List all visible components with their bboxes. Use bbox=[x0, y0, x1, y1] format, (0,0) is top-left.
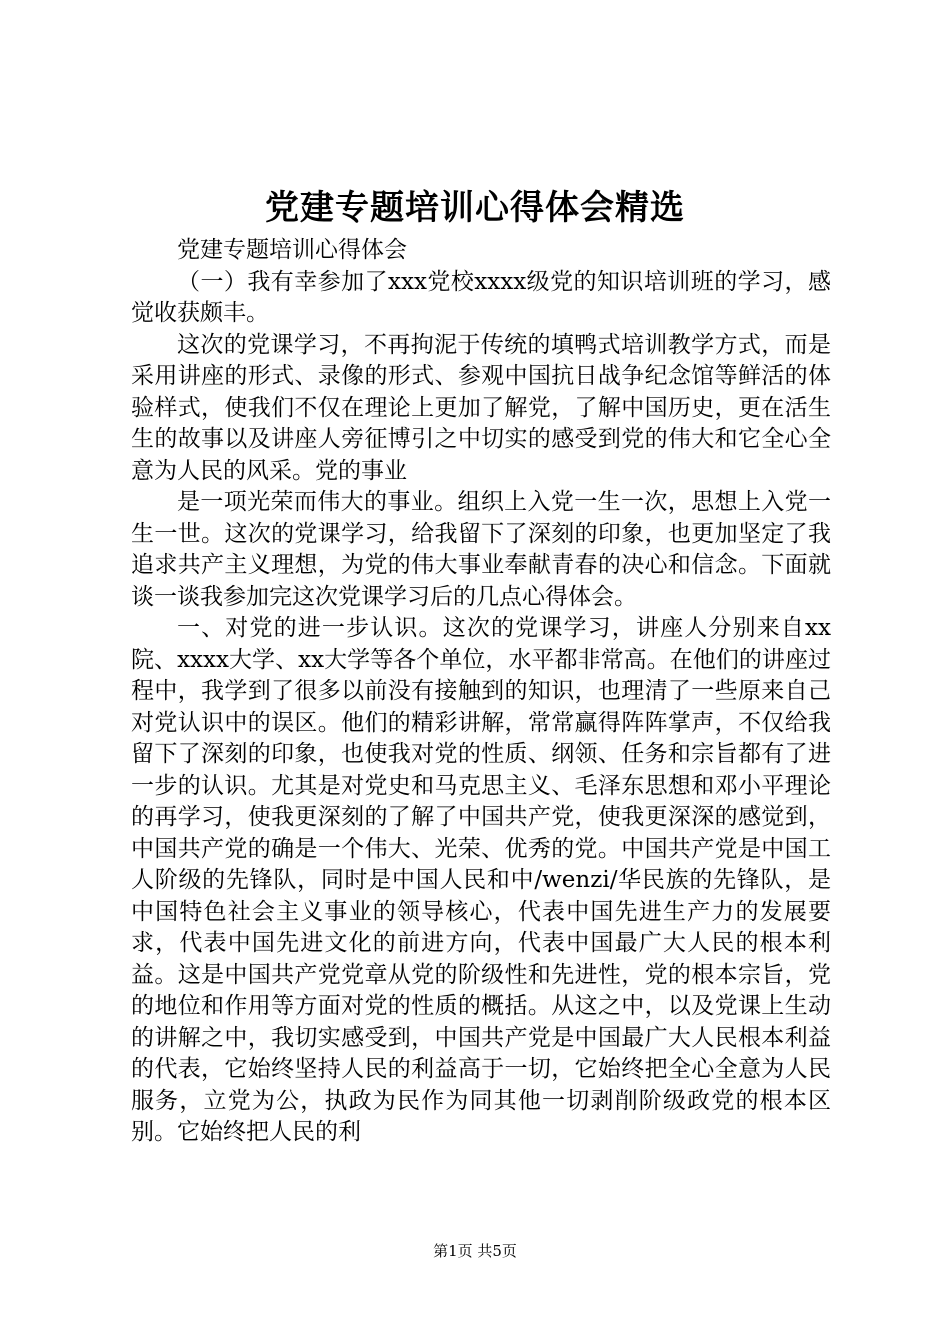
paragraph: 是一项光荣而伟大的事业。组织上入党一生一次，思想上入党一生一世。这次的党课学习，给我留下了深刻的印象，也更加坚定了我追求共产主义理想，为党的伟大事业奉献青春的决心和信念。下面就谈一谈我参加完这次党课学习后的几点心得体会。 bbox=[131, 489, 831, 610]
document-title: 党建专题培训心得体会精选 bbox=[265, 188, 685, 228]
paragraph-subtitle: 党建专题培训心得体会 bbox=[177, 237, 407, 263]
paragraph: 一、对党的进一步认识。这次的党课学习，讲座人分别来自xx院、xxxx大学、xx大学等各个单位，水平都非常高。在他们的讲座过程中，我学到了很多以前没有接触到的知识，也理清了一些原来自己对党认识中的误区。他们的精彩讲解，常常赢得阵阵掌声，不仅给我留下了深刻的印象，也使我对党的性质、纲领、任务和宗旨都有了进一步的认识。尤其是对党史和马克思主义、毛泽东思想和邓小平理论的再学习，使我更深刻的了解了中国共产党，使我更深深的感觉到，中国共产党的确是一个伟大、光荣、优秀的党。中国共产党是中国工人阶级的先锋队，同时是中国人民和中/wenzi/华民族的先锋队，是中国特色社会主义事业的领导核心，代表中国先进生产力的发展要求，代表中国先进文化的前进方向，代表中国最广大人民的根本利益。这是中国共产党党章从党的阶级性和先进性，党的根本宗旨，党的地位和作用等方面对党的性质的概括。从这之中，以及党课上生动的讲解之中，我切实感受到，中国共产党是中国最广大人民根本利益的代表，它始终坚持人民的利益高于一切，它始终把全心全意为人民服务，立党为公，执政为民作为同其他一切剥削阶级政党的根本区别。它始终把人民的利 bbox=[131, 615, 831, 1145]
paragraph: （一）我有幸参加了xxx党校xxxx级党的知识培训班的学习，感觉收获颇丰。 bbox=[131, 268, 831, 326]
document-body bbox=[131, 235, 831, 1149]
page-number-footer: 第1页 共5页 bbox=[433, 1242, 517, 1260]
paragraph: 这次的党课学习，不再拘泥于传统的填鸭式培训教学方式，而是采用讲座的形式、录像的形式、参观中国抗日战争纪念馆等鲜活的体验样式，使我们不仅在理论上更加了解党，了解中国历史，更在活生生的故事以及讲座人旁征博引之中切实的感受到党的伟大和它全心全意为人民的风采。党的事业 bbox=[131, 331, 831, 484]
